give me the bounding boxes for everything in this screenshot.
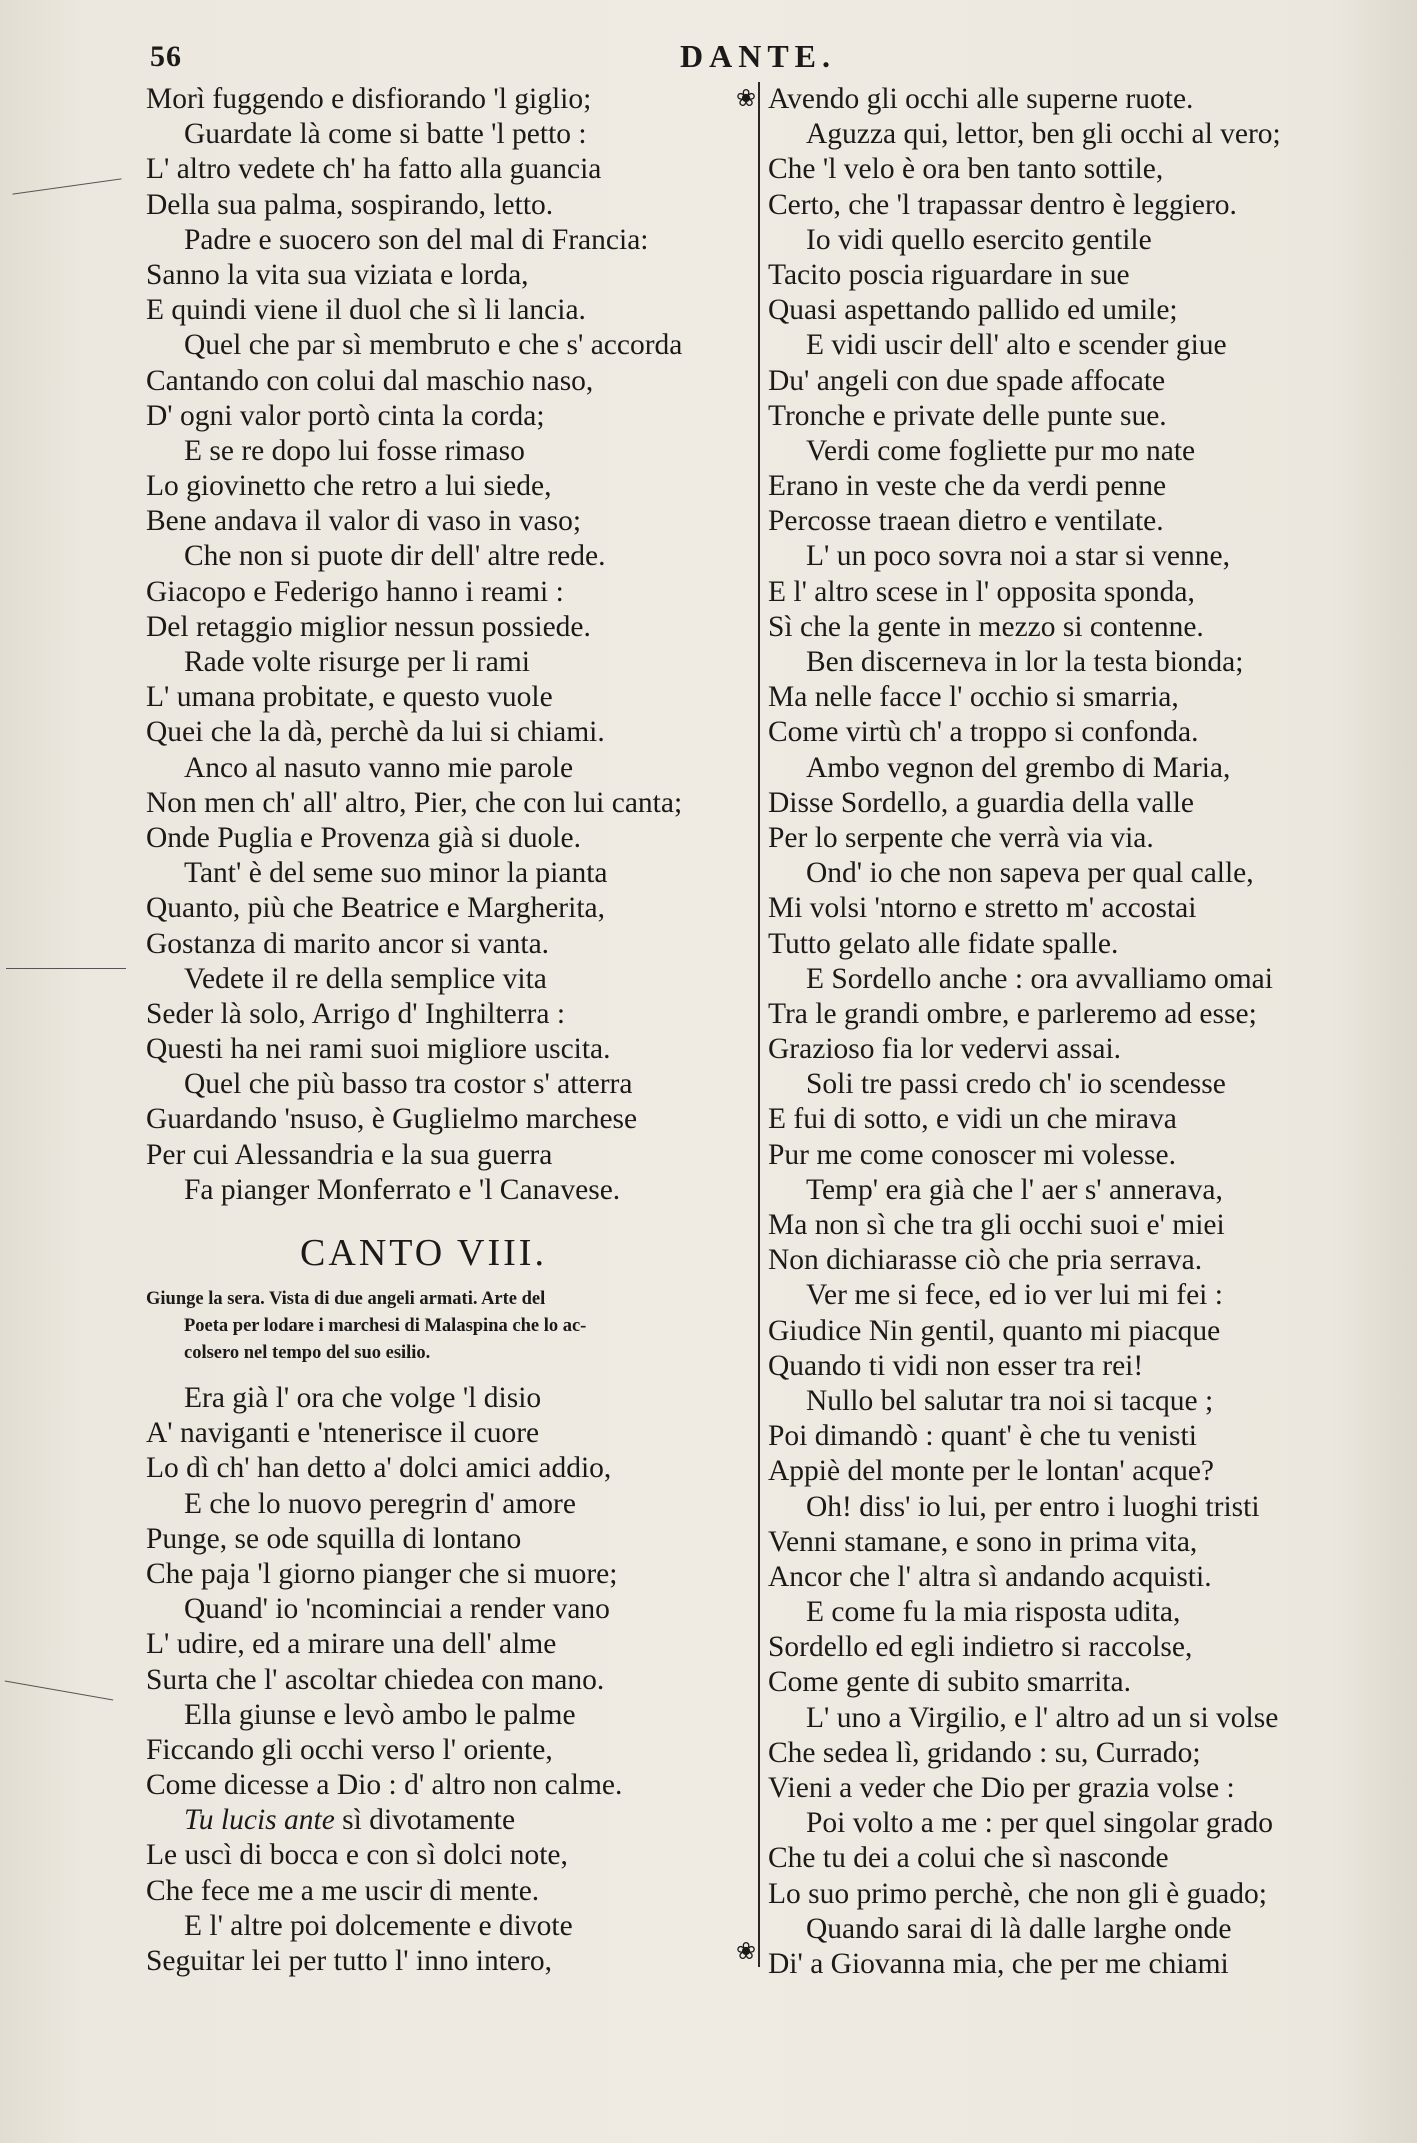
verse-line: E se re dopo lui fosse rimaso: [184, 434, 525, 467]
verse-line: E vidi uscir dell' alto e scender giue: [806, 329, 1227, 362]
verse-line: Tacito poscia riguardare in sue: [768, 258, 1130, 291]
verse-line: L' umana probitate, e questo vuole: [146, 681, 553, 714]
verse-line: Ver me si fece, ed io ver lui mi fei :: [806, 1279, 1223, 1312]
verse-line: Come gente di subito smarrita.: [768, 1666, 1131, 1699]
verse-line: Sanno la vita sua viziata e lorda,: [146, 258, 529, 291]
verse-line: Morì fuggendo e disfiorando 'l giglio;: [146, 83, 592, 115]
verse-line: Ambo vegnon del grembo di Maria,: [806, 751, 1231, 784]
verse-line: Ella giunse e levò ambo le palme: [184, 1698, 576, 1731]
verse-line: Disse Sordello, a guardia della valle: [768, 786, 1194, 819]
verse-line: Grazioso fia lor vedervi assai.: [768, 1033, 1122, 1066]
fleuron-ornament-top: ❀: [736, 86, 757, 112]
verse-line: Avendo gli occhi alle superne ruote.: [768, 83, 1194, 115]
margin-pencil-mark: [12, 178, 121, 194]
verse-line: Vieni a veder che Dio per grazia volse :: [768, 1772, 1235, 1804]
verse-line: Poi volto a me : per quel singolar grado: [806, 1807, 1273, 1840]
running-title: DANTE.: [680, 38, 837, 74]
verse-line: Seder là solo, Arrigo d' Inghilterra :: [146, 997, 566, 1030]
verse-line: Vedete il re della semplice vita: [184, 962, 547, 995]
verse-line: Io vidi quello esercito gentile: [806, 223, 1152, 256]
verse-line: E l' altre poi dolcemente e divote: [184, 1909, 573, 1942]
verse-line: Non dichiarasse ciò che pria serrava.: [768, 1244, 1203, 1277]
verse-line: Oh! diss' io lui, per entro i luoghi tristi: [806, 1490, 1260, 1523]
verse-line: Certo, che 'l trapassar dentro è leggiero.: [768, 188, 1237, 221]
verse-line: Questi ha nei rami suoi migliore uscita.: [146, 1033, 611, 1066]
verse-line: E l' altro scese in l' opposita sponda,: [768, 575, 1195, 608]
verse-line: Guardando 'nsuso, è Guglielmo marchese: [146, 1103, 638, 1136]
verse-line: A' naviganti e 'ntenerisce il cuore: [146, 1417, 540, 1450]
verse-line: Non men ch' all' altro, Pier, che con lui canta;: [146, 786, 683, 819]
verse-line: Nullo bel salutar tra noi si tacque ;: [806, 1384, 1214, 1417]
left-column: [146, 82, 751, 1979]
verse-line: Du' angeli con due spade affocate: [768, 364, 1166, 397]
verse-line: Punge, se ode squilla di lontano: [146, 1522, 522, 1555]
verse-line: Erano in veste che da verdi penne: [768, 470, 1167, 503]
verse-line: Quel che par sì membruto e che s' accorda: [184, 329, 683, 362]
verse-line: Di' a Giovanna mia, che per me chiami: [768, 1947, 1229, 1980]
column-divider: [758, 82, 760, 1967]
verse-line: Lo giovinetto che retro a lui siede,: [146, 470, 552, 503]
verse-line: Lo suo primo perchè, che non gli è guado;: [768, 1877, 1267, 1910]
verse-line: D' ogni valor portò cinta la corda;: [146, 399, 545, 432]
verse-line: Venni stamane, e sono in prima vita,: [768, 1525, 1198, 1558]
verse-line: Cantando con colui dal maschio naso,: [146, 364, 594, 397]
verse-line: Quanto, più che Beatrice e Margherita,: [146, 892, 605, 925]
verse-line: Sordello ed egli indietro si raccolse,: [768, 1631, 1193, 1664]
verse-line: Rade volte risurge per li rami: [184, 646, 530, 678]
verse-block-canto-viii: [146, 1381, 751, 1979]
verse-line: Quel che più basso tra costor s' atterra: [184, 1068, 633, 1101]
verse-line: Come dicesse a Dio : d' altro non calme.: [146, 1769, 623, 1802]
verse-line: Ancor che l' altra sì andando acquisti.: [768, 1560, 1212, 1593]
verse-line: Lo dì ch' han detto a' dolci amici addio,: [146, 1452, 612, 1485]
verse-line: Giacopo e Federigo hanno i reami :: [146, 575, 564, 608]
verse-line-italic-incipit: Tu lucis ante: [184, 1804, 335, 1837]
canto-argument-line: colsero nel tempo del suo esilio.: [184, 1343, 431, 1363]
verse-line: Anco al nasuto vanno mie parole: [184, 751, 574, 784]
verse-line: Tronche e private delle punte sue.: [768, 399, 1167, 432]
verse-line: Quasi aspettando pallido ed umile;: [768, 294, 1178, 327]
verse-line: Per lo serpente che verrà via via.: [768, 821, 1154, 854]
canto-argument-line: Poeta per lodare i marchesi di Malaspina che lo ac-: [184, 1316, 587, 1336]
verse-line: Ma non sì che tra gli occhi suoi e' miei: [768, 1209, 1225, 1241]
margin-pencil-mark: [5, 1680, 114, 1700]
verse-line: L' udire, ed a mirare una dell' alme: [146, 1628, 557, 1661]
canto-title: CANTO VIII.: [300, 1232, 547, 1274]
canto-argument-line: Giunge la sera. Vista di due angeli armati. Arte del: [146, 1289, 546, 1309]
canto-argument: [146, 1286, 751, 1367]
verse-line: Gostanza di marito ancor si vanta.: [146, 927, 550, 960]
verse-line: Onde Puglia e Provenza già si duole.: [146, 821, 582, 854]
verse-line: Sì che la gente in mezzo si contenne.: [768, 610, 1204, 643]
verse-line: Tutto gelato alle fidate spalle.: [768, 927, 1119, 960]
verse-line: Tant' è del seme suo minor la pianta: [184, 857, 608, 890]
fleuron-ornament-bottom: ❀: [736, 1939, 757, 1965]
verse-line: Per cui Alessandria e la sua guerra: [146, 1138, 553, 1171]
verse-line: Verdi come fogliette pur mo nate: [806, 434, 1196, 467]
verse-line: Padre e suocero son del mal di Francia:: [184, 223, 649, 256]
verse-line: Che sedea lì, gridando : su, Currado;: [768, 1736, 1201, 1769]
verse-line: Era già l' ora che volge 'l disio: [184, 1382, 542, 1414]
verse-line: Soli tre passi credo ch' io scendesse: [806, 1068, 1226, 1101]
verse-line: Aguzza qui, lettor, ben gli occhi al vero;: [806, 118, 1281, 151]
verse-line: Poi dimandò : quant' è che tu venisti: [768, 1420, 1197, 1453]
verse-line: Tra le grandi ombre, e parleremo ad esse;: [768, 997, 1257, 1030]
verse-line: Seguitar lei per tutto l' inno intero,: [146, 1945, 552, 1977]
verse-line: Che non si puote dir dell' altre rede.: [184, 540, 606, 573]
verse-line: Mi volsi 'ntorno e stretto m' accostai: [768, 892, 1197, 925]
verse-line: Pur me come conoscer mi volesse.: [768, 1138, 1176, 1171]
verse-block-right: [768, 82, 1398, 1982]
verse-line: Ond' io che non sapeva per qual calle,: [806, 857, 1254, 890]
verse-line: E fui di sotto, e vidi un che mirava: [768, 1103, 1177, 1136]
verse-line: Temp' era già che l' aer s' annerava,: [806, 1173, 1223, 1206]
verse-line: Che tu dei a colui che sì nasconde: [768, 1842, 1169, 1875]
verse-line: L' un poco sovra noi a star si venne,: [806, 540, 1230, 573]
verse-line: Ben discerneva in lor la testa bionda;: [806, 646, 1244, 678]
verse-line: Ficcando gli occhi verso l' oriente,: [146, 1733, 553, 1766]
verse-block-canto-vii: [146, 82, 751, 1208]
verse-line: Le uscì di bocca e con sì dolci note,: [146, 1839, 568, 1872]
verse-line: Quand' io 'ncominciai a render vano: [184, 1593, 610, 1626]
verse-line: Fa pianger Monferrato e 'l Canavese.: [184, 1173, 621, 1206]
verse-line: [146, 1803, 751, 1838]
verse-line: Giudice Nin gentil, quanto mi piacque: [768, 1314, 1221, 1347]
verse-line: Che paja 'l giorno pianger che si muore;: [146, 1557, 618, 1590]
verse-line: Che 'l velo è ora ben tanto sottile,: [768, 153, 1164, 186]
verse-line: Percosse traean dietro e ventilate.: [768, 505, 1164, 538]
verse-line: E quindi viene il duol che sì li lancia.: [146, 294, 586, 327]
verse-line: E come fu la mia risposta udita,: [806, 1596, 1181, 1629]
margin-pencil-mark: [6, 968, 126, 969]
verse-line: E che lo nuovo peregrin d' amore: [184, 1487, 576, 1520]
verse-line: Quando ti vidi non esser tra rei!: [768, 1349, 1144, 1382]
verse-line-rest: sì divotamente: [334, 1804, 516, 1837]
page-number: 56: [150, 40, 182, 73]
verse-line: Quei che la dà, perchè da lui si chiami.: [146, 716, 605, 749]
verse-line: Appiè del monte per le lontan' acque?: [768, 1455, 1215, 1488]
verse-line: Guardate là come si batte 'l petto :: [184, 118, 587, 151]
verse-line: Della sua palma, sospirando, letto.: [146, 188, 554, 221]
verse-line: Del retaggio miglior nessun possiede.: [146, 610, 591, 643]
verse-line: Surta che l' ascoltar chiedea con mano.: [146, 1663, 605, 1696]
right-column: [768, 82, 1398, 1982]
verse-line: L' altro vedete ch' ha fatto alla guancia: [146, 153, 602, 186]
verse-line: L' uno a Virgilio, e l' altro ad un si volse: [806, 1701, 1279, 1734]
verse-line: Ma nelle facce l' occhio si smarria,: [768, 681, 1179, 714]
verse-line: Come virtù ch' a troppo si confonda.: [768, 716, 1199, 749]
verse-line: E Sordello anche : ora avvalliamo omai: [806, 962, 1273, 995]
verse-line: Che fece me a me uscir di mente.: [146, 1874, 540, 1907]
verse-line: Quando sarai di là dalle larghe onde: [806, 1912, 1232, 1945]
verse-line: Bene andava il valor di vaso in vaso;: [146, 505, 582, 538]
